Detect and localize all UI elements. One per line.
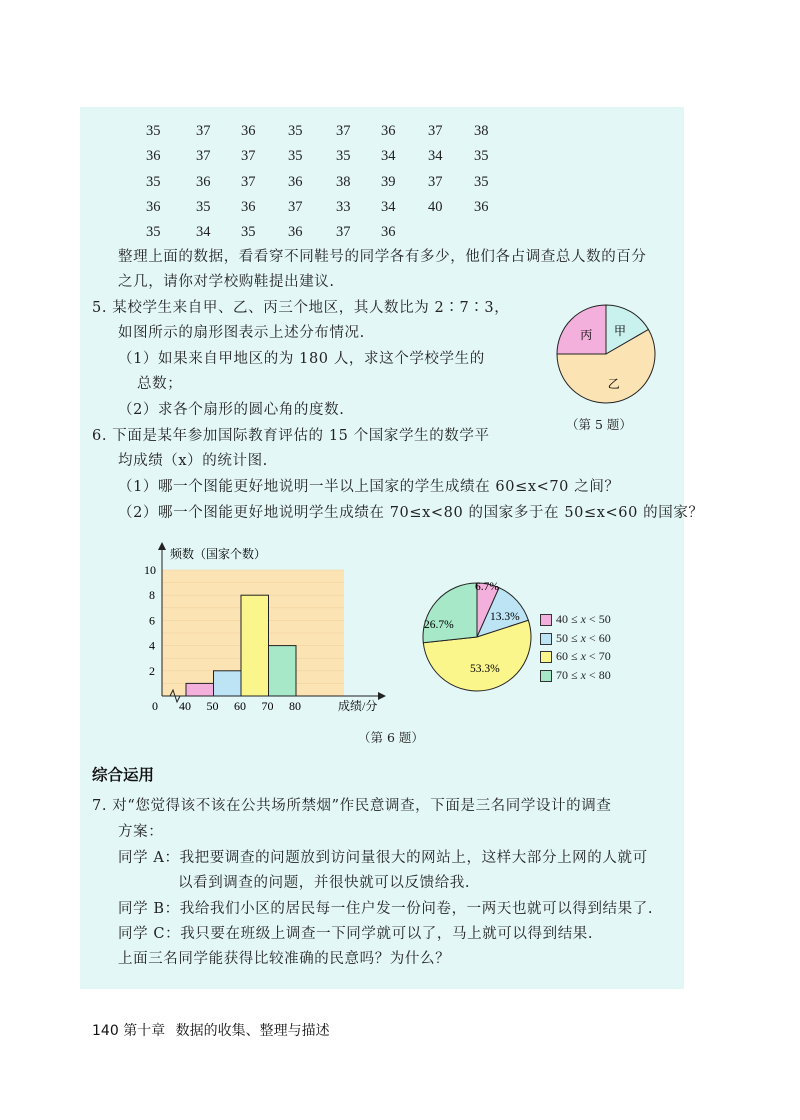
histogram-y-tick: 2: [149, 663, 155, 678]
q5-sub2: （2）求各个扇形的圆心角的度数.: [118, 402, 345, 418]
score-pie-label: 26.7%: [424, 619, 454, 631]
legend-label-part: ≤: [571, 667, 578, 682]
data-cell: 35: [288, 123, 303, 139]
score-pie-label: 6.7%: [475, 581, 499, 593]
q5-pie-label: 丙: [580, 328, 593, 343]
legend-swatch: [540, 614, 552, 626]
q5-sub1-cont: 总数；: [137, 376, 183, 392]
data-cell: 36: [288, 224, 303, 241]
q5-pie-chart: [553, 301, 659, 407]
page-footer: [92, 1020, 330, 1040]
q4-tail-line1: 整理上面的数据，看看穿不同鞋号的同学各有多少，他们各占调查总人数的百分: [118, 249, 647, 265]
q5-stem: 5. 某校学生来自甲、乙、丙三个地区，其人数比为 2∶7∶3，: [92, 300, 510, 316]
data-cell: 37: [288, 198, 303, 215]
histogram: [140, 540, 400, 720]
legend-item: [540, 631, 611, 650]
q5-pie-label: 甲: [614, 323, 627, 338]
data-cell: 35: [146, 224, 161, 241]
legend-label-part: x: [580, 612, 586, 626]
data-cell: 35: [288, 148, 303, 165]
histogram-y-tick: 10: [144, 563, 156, 577]
chapter-label: 第十章: [123, 1023, 166, 1039]
data-cell: 35: [146, 123, 161, 139]
q6-sub2: （2）哪一个图能更好地说明学生成绩在 70≤x<80 的国家多于在 50≤x<60 的国家？: [118, 505, 704, 521]
legend-label-part: x: [580, 667, 586, 682]
histogram-x-label: 成绩/分: [338, 699, 378, 713]
data-cell: 36: [146, 148, 161, 165]
q7-student-c: 同学 C：我只要在班级上调查一下同学就可以了，马上就可以得到结果.: [118, 926, 594, 942]
histogram-x-tick: 70: [261, 699, 274, 713]
data-cell: 36: [381, 123, 396, 139]
data-cell: 35: [241, 224, 256, 241]
legend-label-part: 50: [598, 612, 611, 626]
histogram-origin: 0: [152, 699, 158, 713]
data-cell: 36: [381, 224, 396, 241]
data-cell: 35: [196, 198, 211, 215]
legend-swatch: [540, 633, 552, 645]
data-cell: 37: [196, 123, 211, 139]
legend-item: [540, 668, 611, 687]
legend-swatch: [540, 670, 552, 682]
data-cell: 35: [336, 148, 351, 165]
data-cell: 34: [196, 224, 211, 241]
q7-student-a-cont: 以看到调查的问题，并很快就可以反馈给我.: [178, 875, 471, 891]
section-title: 综合运用: [92, 766, 155, 784]
pie-legend: [540, 612, 611, 686]
legend-item: [540, 649, 611, 668]
data-cell: 34: [381, 148, 396, 165]
data-cell: 36: [146, 198, 161, 215]
data-cell: 37: [196, 148, 211, 165]
data-cell: 34: [428, 148, 443, 165]
q5-sub1: （1）如果来自甲地区的为 180 人，求这个学校学生的: [118, 351, 485, 367]
data-cell: 35: [474, 148, 489, 165]
chapter-title: 数据的收集、整理与描述: [175, 1023, 330, 1039]
q6-stem-2: 均成绩（x）的统计图.: [118, 453, 268, 469]
data-cell: 34: [381, 198, 396, 215]
histogram-x-tick: 50: [206, 699, 219, 713]
q6-caption: （第 6 题）: [358, 730, 424, 745]
histogram-y-tick: 6: [149, 613, 155, 628]
histogram-x-tick: 60: [234, 699, 246, 713]
q5-pie-label: 乙: [607, 376, 620, 391]
score-pie-chart: [420, 580, 535, 695]
legend-label-part: 50: [556, 630, 568, 645]
legend-label-part: ≤: [571, 612, 578, 626]
legend-swatch: [540, 651, 552, 663]
data-cell: 37: [428, 123, 443, 139]
data-cell: 36: [196, 173, 211, 190]
data-cell: 37: [241, 148, 256, 165]
legend-label-part: 70: [556, 667, 568, 682]
q5-stem-2: 如图所示的扇形图表示上述分布情况.: [118, 325, 365, 341]
data-cell: 37: [336, 123, 351, 139]
score-pie-label: 53.3%: [470, 663, 500, 675]
legend-label-part: x: [580, 649, 586, 663]
legend-label-part: 60: [556, 649, 568, 663]
data-cell: 36: [474, 198, 489, 215]
data-cell: 40: [428, 198, 443, 215]
histogram-bar: [214, 671, 242, 696]
legend-label-part: ≤: [571, 649, 578, 663]
histogram-y-label: 频数（国家个数）: [170, 547, 267, 561]
data-cell: 35: [146, 173, 161, 190]
data-cell: 33: [336, 198, 351, 215]
data-cell: 37: [241, 173, 256, 190]
histogram-x-tick: 40: [179, 699, 191, 713]
data-cell: 36: [241, 123, 256, 139]
data-cell: 38: [336, 173, 351, 190]
legend-item: [540, 612, 611, 631]
q6-sub1: （1）哪一个图能更好地说明一半以上国家的学生成绩在 60≤x<70 之间？: [118, 479, 620, 495]
data-cell: 39: [381, 173, 396, 190]
q7-student-a: 同学 A：我把要调查的问题放到访问量很大的网站上，这样大部分上网的人就可: [118, 850, 648, 866]
data-cell: 36: [241, 198, 256, 215]
histogram-bar: [241, 595, 269, 696]
legend-label-part: <: [588, 630, 596, 645]
legend-label-part: <: [588, 667, 596, 682]
legend-label-part: 80: [598, 667, 611, 682]
legend-label-part: <: [588, 612, 596, 626]
q5-caption: （第 5 题）: [566, 417, 632, 432]
q7-stem: 7. 对“您觉得该不该在公共场所禁烟”作民意调查，下面是三名同学设计的调查: [92, 798, 612, 814]
legend-label-part: ≤: [571, 630, 578, 645]
legend-label-part: x: [580, 630, 586, 645]
data-cell: 38: [474, 123, 489, 139]
histogram-y-tick: 4: [149, 638, 155, 653]
q7-question: 上面三名同学能获得比较准确的民意吗？为什么？: [118, 951, 451, 967]
q6-stem: 6. 下面是某年参加国际教育评估的 15 个国家学生的数学平: [92, 428, 490, 444]
q7-stem-2: 方案：: [118, 824, 164, 840]
legend-label-part: 40: [556, 612, 568, 626]
histogram-x-tick: 80: [289, 699, 301, 713]
histogram-y-tick: 8: [149, 588, 155, 603]
histogram-bar: [186, 683, 214, 696]
score-pie-label: 13.3%: [490, 611, 520, 623]
legend-label-part: 70: [598, 649, 611, 663]
legend-label-part: 60: [598, 630, 611, 645]
page-number: 140: [92, 1023, 119, 1039]
data-cell: 37: [428, 173, 443, 190]
data-cell: 37: [336, 224, 351, 241]
data-cell: 35: [474, 173, 489, 190]
histogram-bar: [269, 646, 297, 696]
legend-label-part: <: [588, 649, 596, 663]
q4-tail-line2: 之几，请你对学校购鞋提出建议.: [118, 274, 335, 290]
data-cell: 36: [288, 173, 303, 190]
score-pie-slice: [423, 583, 477, 643]
q7-student-b: 同学 B：我给我们小区的居民每一住户发一份问卷，一两天也就可以得到结果了.: [118, 901, 654, 917]
